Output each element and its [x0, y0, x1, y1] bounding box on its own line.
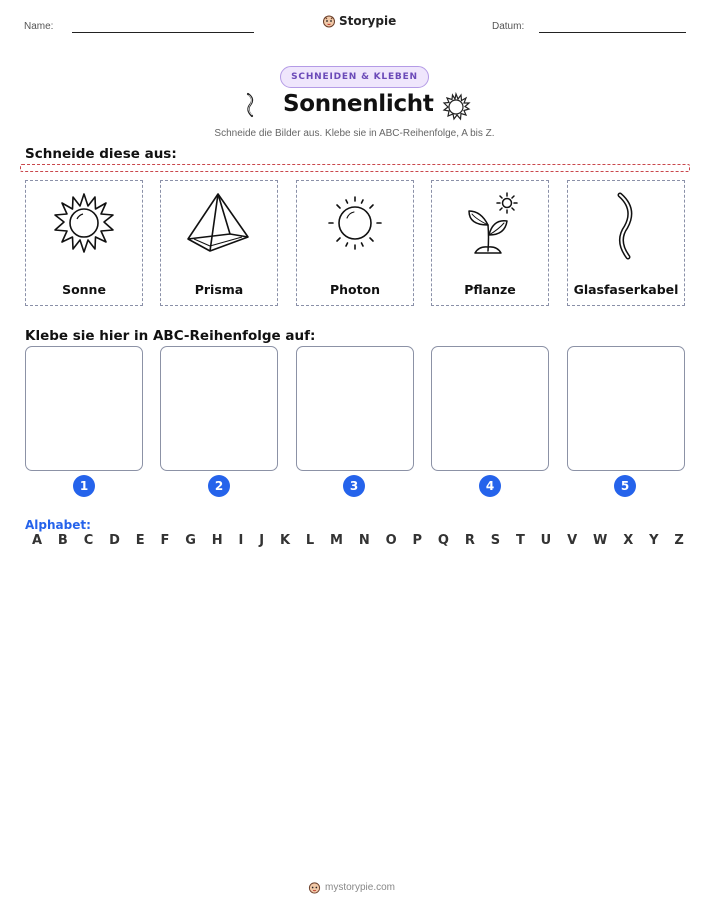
alphabet-letter: K [279, 533, 291, 548]
cut-card-sonne[interactable] [25, 180, 143, 306]
alphabet-letter: H [211, 533, 223, 548]
alphabet-letter: J [259, 533, 265, 548]
paste-slot-2[interactable] [160, 346, 278, 471]
worksheet-title: Sonnenlicht [283, 91, 434, 117]
paste-slot-4[interactable] [431, 346, 549, 471]
slot-number-1: 1 [73, 475, 95, 497]
alphabet-letter: U [540, 533, 552, 548]
storypie-mascot-icon [308, 881, 321, 894]
alphabet-letter: W [593, 533, 608, 548]
alphabet-letter: R [464, 533, 475, 548]
slot-number-5: 5 [614, 475, 636, 497]
name-label: Name: [24, 21, 54, 32]
alphabet-letter: X [623, 533, 634, 548]
alphabet-letter: L [305, 533, 315, 548]
date-label: Datum: [492, 21, 525, 32]
brand-name: Storypie [339, 14, 397, 28]
alphabet-letter: D [109, 533, 120, 548]
cut-card-glasfaserkabel[interactable] [567, 180, 685, 306]
footer [308, 881, 395, 894]
sun-icon [49, 189, 119, 259]
alphabet-letter: Y [649, 533, 659, 548]
alphabet-letter: T [515, 533, 525, 548]
alphabet-letter: E [135, 533, 145, 548]
alphabet-letter: P [412, 533, 423, 548]
paste-slot-1[interactable] [25, 346, 143, 471]
alphabet-letter: B [57, 533, 68, 548]
card-label: Photon [329, 282, 381, 297]
card-label: Glasfaserkabel [573, 282, 679, 297]
slot-number-2: 2 [208, 475, 230, 497]
slot-number-4: 4 [479, 475, 501, 497]
brand-logo [322, 14, 396, 28]
date-line[interactable] [539, 32, 686, 33]
alphabet-letter: C [83, 533, 94, 548]
paste-slot-3[interactable] [296, 346, 414, 471]
alphabet-letter: A [32, 533, 43, 548]
alphabet-letter: I [238, 533, 244, 548]
alphabet-row [32, 533, 684, 548]
prism-icon [182, 189, 256, 259]
cut-line [20, 164, 690, 172]
alphabet-letter: O [385, 533, 397, 548]
alphabet-letter: S [490, 533, 501, 548]
cut-heading: Schneide diese aus: [25, 146, 177, 162]
cut-card-photon[interactable] [296, 180, 414, 306]
paste-heading: Klebe sie hier in ABC-Reihenfolge auf: [25, 328, 316, 344]
activity-badge: SCHNEIDEN & KLEBEN [280, 66, 429, 88]
alphabet-letter: N [358, 533, 370, 548]
name-line[interactable] [72, 32, 254, 33]
plant-icon [455, 189, 525, 263]
alphabet-letter: Z [674, 533, 684, 548]
footer-site[interactable]: mystorypie.com [325, 882, 396, 893]
paste-slot-5[interactable] [567, 346, 685, 471]
fiber-cable-small-icon [244, 92, 258, 120]
sun-small-icon [441, 92, 471, 122]
alphabet-letter: F [160, 533, 170, 548]
slot-number-3: 3 [343, 475, 365, 497]
cut-card-prisma[interactable] [160, 180, 278, 306]
cut-card-pflanze[interactable] [431, 180, 549, 306]
badge-row [0, 66, 709, 88]
storypie-mascot-icon [322, 14, 336, 28]
alphabet-letter: V [567, 533, 578, 548]
alphabet-letter: M [330, 533, 343, 548]
alphabet-letter: Q [437, 533, 449, 548]
card-label: Prisma [194, 282, 244, 297]
fiber-cable-icon [606, 189, 646, 263]
photon-icon [320, 189, 390, 259]
card-label: Pflanze [464, 282, 516, 297]
alphabet-letter: G [185, 533, 196, 548]
alphabet-heading: Alphabet: [25, 518, 91, 532]
card-label: Sonne [62, 282, 106, 297]
instructions: Schneide die Bilder aus. Klebe sie in ABC-Reihenfolge, A bis Z. [214, 128, 495, 139]
